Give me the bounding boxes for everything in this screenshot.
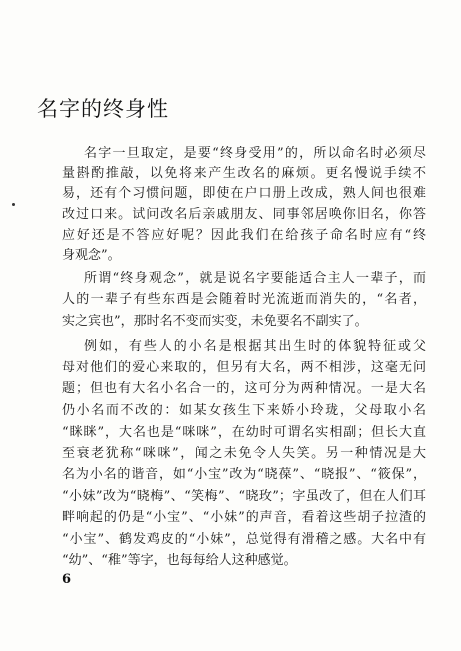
text-line: 畔响起的仍是“小宝”、“小妹”的声音，看着这些胡子拉渣的 (62, 510, 426, 525)
text-line: “眯眯”，大名也是“咪咪”，在幼时可谓名实相副；但长大直 (62, 425, 426, 440)
text-line: 仍小名而不改的：如某女孩生下来娇小玲珑，父母取小名 (62, 403, 426, 418)
text-line: 名为小名的谐音，如“小宝”改为“晓葆”、“晓报”、“筱保”， (62, 467, 426, 482)
page-number: 6 (62, 572, 72, 587)
section-title: 名字的终身性 (37, 97, 169, 121)
text-line: 人的一辈子有些东西是会随着时光流逝而消失的，“名者， (62, 292, 426, 307)
text-line: 母对他们的爱心来取的，但另有大名，两不相涉，这毫无问 (62, 360, 426, 375)
text-line: 题；但也有大名小名合一的，这可分为两种情况。一是大名 (62, 381, 426, 396)
text-line: “小宝”、鹤发鸡皮的“小妹”，总觉得有滑稽之感。大名中有 (62, 532, 426, 547)
text-line: 例如，有些人的小名是根据其出生时的体貌特征或父 (84, 339, 426, 354)
text-line: 名字一旦取定，是要“终身受用”的，所以命名时必须尽 (84, 146, 426, 161)
ink-speck (12, 203, 15, 206)
text-line: 易，还有个习惯问题，即使在户口册上改成，熟人间也很难 (62, 186, 426, 201)
text-line: 身观念”。 (62, 248, 121, 263)
text-line: 改过口来。试问改名后亲戚朋友、同事邻居唤你旧名，你答 (62, 207, 426, 222)
text-line: “小妹”改为“晓梅”、“笑梅”、“晓玫”；字虽改了，但在人们耳 (62, 489, 426, 504)
text-line: 实之宾也”，那时名不变而实变，未免要名不副实了。 (62, 314, 368, 329)
text-line: 量斟酌推敲，以免将来产生改名的麻烦。更名慢说手续不 (62, 166, 426, 181)
text-line: 至衰老犹称“咪咪”，闻之未免令人失笑。另一种情况是大 (62, 446, 426, 461)
text-line: 应好还是不答应好呢？因此我们在给孩子命名时应有“终 (62, 228, 426, 243)
text-line: 所谓“终身观念”，就是说名字要能适合主人一辈子，而 (84, 271, 426, 286)
text-line: “幼”、“稚”等字，也每每给人这种感觉。 (62, 553, 297, 568)
